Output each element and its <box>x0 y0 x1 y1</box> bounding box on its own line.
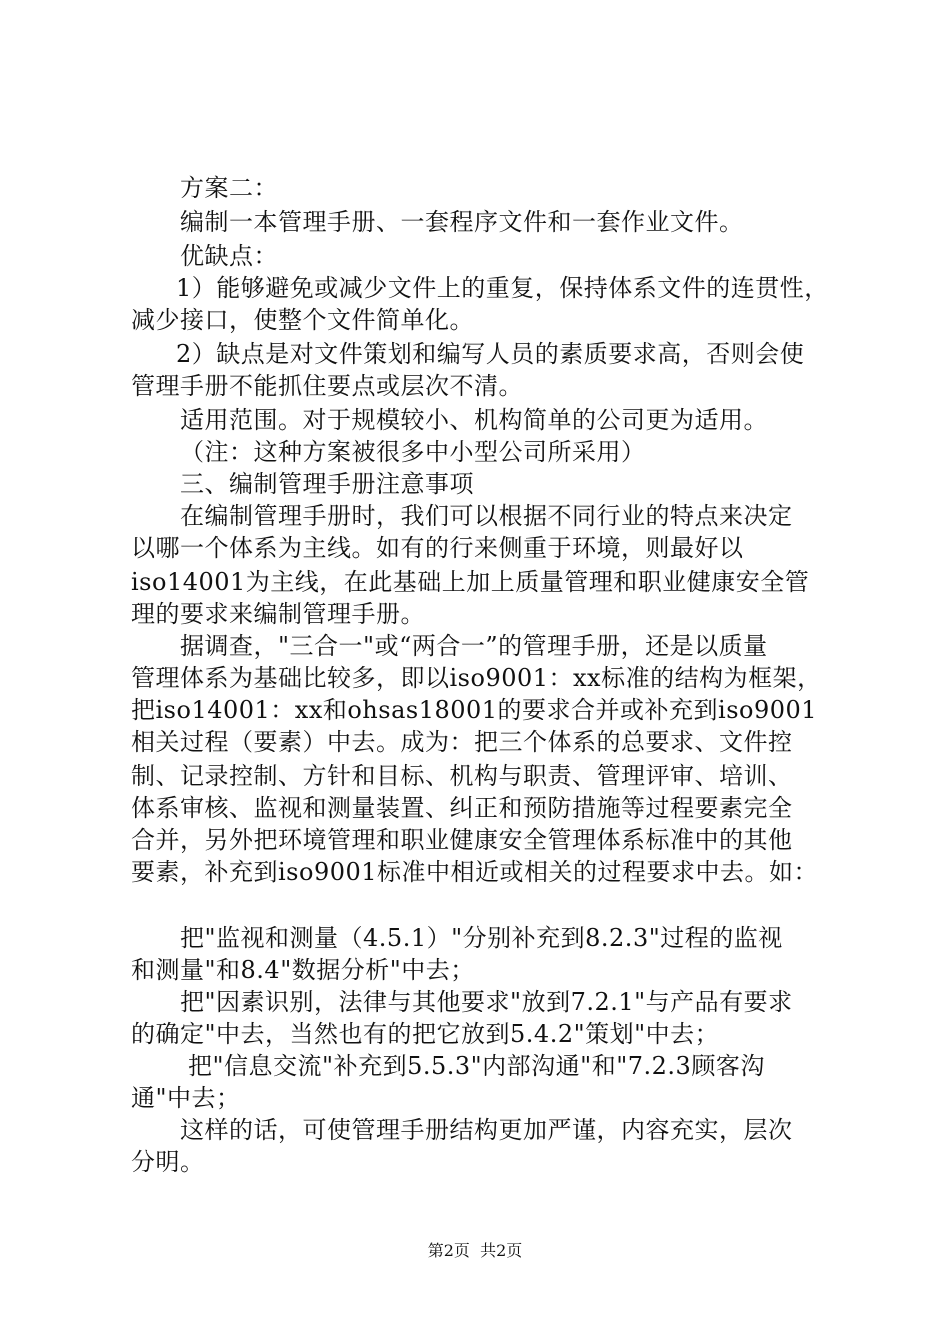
text-line: 制、记录控制、方针和目标、机构与职责、管理评审、培训、 <box>131 762 793 790</box>
text-line: 理的要求来编制管理手册。 <box>131 600 425 628</box>
text-line: 合并，另外把环境管理和职业健康安全管理体系标准中的其他 <box>131 826 793 854</box>
text-line: 以哪一个体系为主线。如有的行来侧重于环境，则最好以 <box>131 534 744 562</box>
text-line: 在编制管理手册时，我们可以根据不同行业的特点来决定 <box>180 502 793 530</box>
text-line: 要素，补充到iso9001标准中相近或相关的过程要求中去。如： <box>131 858 819 886</box>
text-line: 管理体系为基础比较多，即以iso9001：xx标准的结构为框架， <box>131 664 822 692</box>
text-line: 把"信息交流"补充到5.5.3"内部沟通"和"7.2.3顾客沟 <box>188 1052 765 1080</box>
text-line: 据调查，"三合一"或“两合一”的管理手册，还是以质量 <box>180 632 768 660</box>
text-line: 把"因素识别，法律与其他要求"放到7.2.1"与产品有要求 <box>180 988 793 1016</box>
text-line: 把"监视和测量（4.5.1）"分别补充到8.2.3"过程的监视 <box>180 924 783 952</box>
text-line: 编制一本管理手册、一套程序文件和一套作业文件。 <box>180 208 744 236</box>
text-line: 适用范围。对于规模较小、机构简单的公司更为适用。 <box>180 406 768 434</box>
text-line: （注：这种方案被很多中小型公司所采用） <box>180 438 646 466</box>
text-line: 管理手册不能抓住要点或层次不清。 <box>131 372 523 400</box>
text-line: 1）能够避免或减少文件上的重复，保持体系文件的连贯性， <box>176 274 829 302</box>
text-line: 把iso14001：xx和ohsas18001的要求合并或补充到iso9001 <box>131 696 818 724</box>
text-line: 通"中去； <box>131 1084 241 1112</box>
text-line: iso14001为主线，在此基础上加上质量管理和职业健康安全管 <box>131 568 810 596</box>
text-line: 2）缺点是对文件策划和编写人员的素质要求高，否则会使 <box>176 340 805 368</box>
text-line: 分明。 <box>131 1148 205 1176</box>
text-line: 这样的话，可使管理手册结构更加严谨，内容充实，层次 <box>180 1116 793 1144</box>
text-line-plan-two-heading: 方案二： <box>180 174 278 202</box>
text-line: 优缺点： <box>180 242 278 270</box>
text-line: 和测量"和8.4"数据分析"中去； <box>131 956 475 984</box>
text-line: 减少接口，使整个文件简单化。 <box>131 306 474 334</box>
page-footer: 第2页 共2页 <box>427 1241 523 1260</box>
text-line: 相关过程（要素）中去。成为：把三个体系的总要求、文件控 <box>131 728 793 756</box>
section-heading: 三、编制管理手册注意事项 <box>180 470 474 498</box>
text-line: 的确定"中去，当然也有的把它放到5.4.2"策划"中去； <box>131 1020 720 1048</box>
text-line: 体系审核、监视和测量装置、纠正和预防措施等过程要素完全 <box>131 794 793 822</box>
